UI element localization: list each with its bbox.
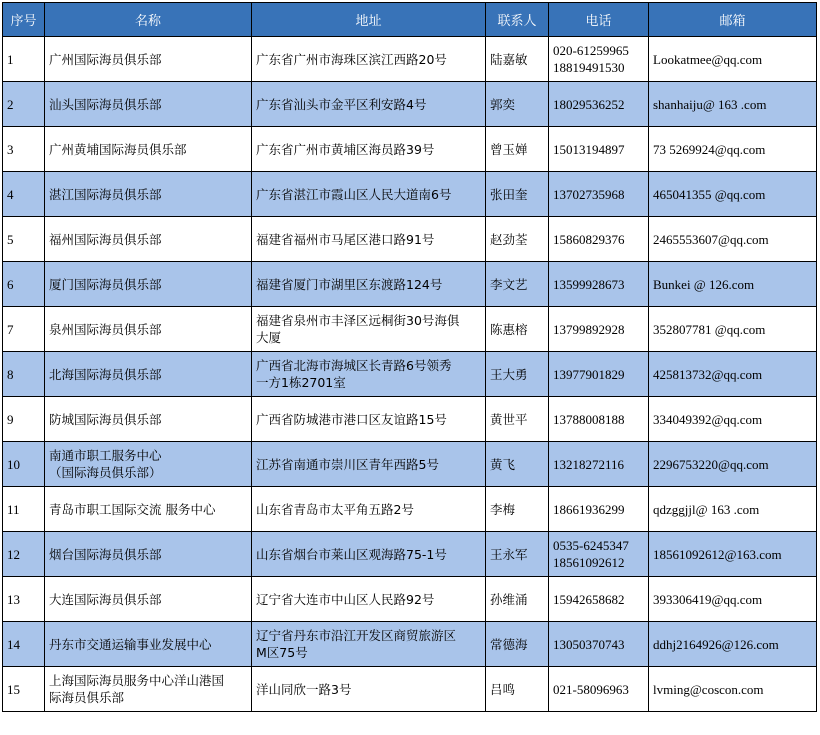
table-row bbox=[3, 172, 817, 217]
cell-no: 2 bbox=[3, 82, 45, 127]
table-row bbox=[3, 82, 817, 127]
table-row bbox=[3, 352, 817, 397]
cell-name bbox=[45, 442, 252, 487]
header-email: 邮箱 bbox=[649, 3, 817, 37]
header-row bbox=[3, 3, 817, 37]
cell-phone-line: 13218272116 bbox=[553, 456, 625, 472]
cell-address bbox=[252, 397, 486, 442]
cell-name-line: 大连国际海员俱乐部 bbox=[49, 591, 162, 607]
cell-name-line: 汕头国际海员俱乐部 bbox=[49, 96, 162, 112]
cell-address-line: 广西省北海市海城区长青路6号领秀 bbox=[256, 358, 452, 373]
cell-phone bbox=[549, 172, 649, 217]
cell-name bbox=[45, 172, 252, 217]
cell-name-line: 丹东市交通运输事业发展中心 bbox=[49, 636, 212, 652]
cell-phone-line: 18819491530 bbox=[553, 60, 625, 75]
cell-no: 9 bbox=[3, 397, 45, 442]
cell-name bbox=[45, 127, 252, 172]
cell-contact: 王大勇 bbox=[486, 352, 549, 397]
cell-phone bbox=[549, 487, 649, 532]
cell-contact: 郭奕 bbox=[486, 82, 549, 127]
cell-name-line: 烟台国际海员俱乐部 bbox=[49, 546, 162, 562]
cell-address-line: 广西省防城港市港口区友谊路15号 bbox=[256, 411, 447, 427]
cell-no: 8 bbox=[3, 352, 45, 397]
cell-email: 425813732@qq.com bbox=[649, 352, 817, 397]
cell-name-line: 南通市职工服务中心 bbox=[49, 448, 162, 463]
cell-address-line: 江苏省南通市崇川区青年西路5号 bbox=[256, 456, 439, 472]
cell-name-line: 泉州国际海员俱乐部 bbox=[49, 321, 162, 337]
table-row bbox=[3, 442, 817, 487]
cell-email: 352807781 @qq.com bbox=[649, 307, 817, 352]
cell-name-line: 青岛市职工国际交流 服务中心 bbox=[49, 501, 216, 517]
cell-phone bbox=[549, 397, 649, 442]
cell-address bbox=[252, 577, 486, 622]
cell-no: 4 bbox=[3, 172, 45, 217]
cell-email: 393306419@qq.com bbox=[649, 577, 817, 622]
cell-phone-line: 13050370743 bbox=[553, 636, 625, 652]
cell-email: 2465553607@qq.com bbox=[649, 217, 817, 262]
cell-name-line: 上海国际海员服务中心洋山港国 bbox=[49, 673, 225, 688]
cell-name-line: 际海员俱乐部 bbox=[49, 690, 125, 705]
cell-name bbox=[45, 577, 252, 622]
cell-phone-line: 13799892928 bbox=[553, 321, 625, 337]
table-row bbox=[3, 622, 817, 667]
cell-phone bbox=[549, 667, 649, 712]
cell-no: 15 bbox=[3, 667, 45, 712]
cell-email: ddhj2164926@126.com bbox=[649, 622, 817, 667]
cell-email: lvming@coscon.com bbox=[649, 667, 817, 712]
cell-name bbox=[45, 217, 252, 262]
cell-phone bbox=[549, 82, 649, 127]
cell-contact: 李文艺 bbox=[486, 262, 549, 307]
cell-email: 2296753220@qq.com bbox=[649, 442, 817, 487]
cell-no: 6 bbox=[3, 262, 45, 307]
cell-no: 12 bbox=[3, 532, 45, 577]
cell-phone bbox=[549, 127, 649, 172]
cell-contact: 李梅 bbox=[486, 487, 549, 532]
table-row bbox=[3, 217, 817, 262]
cell-address bbox=[252, 307, 486, 352]
cell-email: qdzggjjl@ 163 .com bbox=[649, 487, 817, 532]
cell-contact: 常德海 bbox=[486, 622, 549, 667]
cell-phone bbox=[549, 532, 649, 577]
cell-contact: 赵劲荃 bbox=[486, 217, 549, 262]
cell-name-line: 广州国际海员俱乐部 bbox=[49, 51, 162, 67]
cell-address bbox=[252, 622, 486, 667]
table-row bbox=[3, 532, 817, 577]
cell-phone-line: 15942658682 bbox=[553, 591, 625, 607]
cell-address-line: 福建省泉州市丰泽区远桐街30号海俱 bbox=[256, 313, 460, 328]
cell-phone bbox=[549, 217, 649, 262]
cell-address bbox=[252, 667, 486, 712]
cell-phone bbox=[549, 442, 649, 487]
cell-email: 465041355 @qq.com bbox=[649, 172, 817, 217]
cell-address-line: 广东省湛江市霞山区人民大道南6号 bbox=[256, 186, 452, 202]
cell-phone-line: 15860829376 bbox=[553, 231, 625, 247]
cell-address bbox=[252, 82, 486, 127]
cell-name bbox=[45, 82, 252, 127]
cell-phone-line: 15013194897 bbox=[553, 141, 625, 157]
cell-contact: 陈惠榕 bbox=[486, 307, 549, 352]
cell-phone-line: 18661936299 bbox=[553, 501, 625, 517]
cell-no: 13 bbox=[3, 577, 45, 622]
table-row bbox=[3, 307, 817, 352]
cell-no: 14 bbox=[3, 622, 45, 667]
cell-contact: 陆嘉敏 bbox=[486, 37, 549, 82]
cell-phone-line: 13788008188 bbox=[553, 411, 625, 427]
cell-name-line: 厦门国际海员俱乐部 bbox=[49, 276, 162, 292]
cell-phone-line: 021-58096963 bbox=[553, 681, 629, 697]
cell-name bbox=[45, 37, 252, 82]
cell-address bbox=[252, 127, 486, 172]
table-row bbox=[3, 487, 817, 532]
cell-address bbox=[252, 172, 486, 217]
cell-name-line: 广州黄埔国际海员俱乐部 bbox=[49, 141, 187, 157]
table-row bbox=[3, 577, 817, 622]
cell-name-line: 北海国际海员俱乐部 bbox=[49, 366, 162, 382]
table-row bbox=[3, 262, 817, 307]
seafarer-club-table bbox=[2, 2, 817, 712]
cell-no: 1 bbox=[3, 37, 45, 82]
cell-phone bbox=[549, 622, 649, 667]
header-name: 名称 bbox=[45, 3, 252, 37]
cell-phone-line: 18561092612 bbox=[553, 555, 625, 570]
table-row bbox=[3, 667, 817, 712]
cell-address-line: 广东省广州市黄埔区海员路39号 bbox=[256, 141, 435, 157]
cell-address bbox=[252, 217, 486, 262]
cell-address bbox=[252, 262, 486, 307]
cell-name bbox=[45, 667, 252, 712]
cell-address-line: 山东省烟台市莱山区观海路75-1号 bbox=[256, 546, 447, 562]
cell-phone-line: 13702735968 bbox=[553, 186, 625, 202]
cell-phone bbox=[549, 577, 649, 622]
contact-table-sheet bbox=[2, 2, 817, 712]
cell-address-line: 洋山同欣一路3号 bbox=[256, 681, 352, 697]
cell-email: 18561092612@163.com bbox=[649, 532, 817, 577]
cell-name-line: 防城国际海员俱乐部 bbox=[49, 411, 162, 427]
table-row bbox=[3, 127, 817, 172]
cell-contact: 吕鸣 bbox=[486, 667, 549, 712]
cell-address-line: 辽宁省丹东市沿江开发区商贸旅游区 bbox=[256, 628, 457, 643]
cell-no: 11 bbox=[3, 487, 45, 532]
cell-email: Bunkei @ 126.com bbox=[649, 262, 817, 307]
cell-name bbox=[45, 307, 252, 352]
header-no: 序号 bbox=[3, 3, 45, 37]
cell-contact: 张田奎 bbox=[486, 172, 549, 217]
cell-name bbox=[45, 397, 252, 442]
cell-name bbox=[45, 352, 252, 397]
cell-address-line: 辽宁省大连市中山区人民路92号 bbox=[256, 591, 435, 607]
cell-name-line: 湛江国际海员俱乐部 bbox=[49, 186, 162, 202]
cell-phone-line: 0535-6245347 bbox=[553, 538, 629, 553]
cell-address bbox=[252, 532, 486, 577]
header-phone: 电话 bbox=[549, 3, 649, 37]
cell-name bbox=[45, 262, 252, 307]
cell-contact: 黄世平 bbox=[486, 397, 549, 442]
cell-address bbox=[252, 37, 486, 82]
header-address: 地址 bbox=[252, 3, 486, 37]
cell-phone-line: 18029536252 bbox=[553, 96, 625, 112]
cell-no: 3 bbox=[3, 127, 45, 172]
cell-address-line: 广东省汕头市金平区利安路4号 bbox=[256, 96, 427, 112]
cell-email: 73 5269924@qq.com bbox=[649, 127, 817, 172]
cell-address bbox=[252, 487, 486, 532]
cell-phone-line: 13977901829 bbox=[553, 366, 625, 382]
table-row bbox=[3, 397, 817, 442]
header-contact: 联系人 bbox=[486, 3, 549, 37]
cell-name-line: （国际海员俱乐部） bbox=[49, 465, 162, 480]
cell-email: Lookatmee@qq.com bbox=[649, 37, 817, 82]
cell-phone bbox=[549, 307, 649, 352]
cell-phone-line: 020-61259965 bbox=[553, 43, 629, 58]
cell-address-line: M区75号 bbox=[256, 645, 308, 660]
cell-name bbox=[45, 487, 252, 532]
cell-email: 334049392@qq.com bbox=[649, 397, 817, 442]
cell-address-line: 福建省福州市马尾区港口路91号 bbox=[256, 231, 435, 247]
cell-name-line: 福州国际海员俱乐部 bbox=[49, 231, 162, 247]
cell-address bbox=[252, 352, 486, 397]
cell-name bbox=[45, 622, 252, 667]
cell-phone-line: 13599928673 bbox=[553, 276, 625, 292]
cell-contact: 曾玉婵 bbox=[486, 127, 549, 172]
cell-address-line: 山东省青岛市太平角五路2号 bbox=[256, 501, 414, 517]
cell-phone bbox=[549, 37, 649, 82]
cell-contact: 黄飞 bbox=[486, 442, 549, 487]
cell-email: shanhaiju@ 163 .com bbox=[649, 82, 817, 127]
cell-phone bbox=[549, 262, 649, 307]
cell-address-line: 广东省广州市海珠区滨江西路20号 bbox=[256, 51, 447, 67]
cell-contact: 王永军 bbox=[486, 532, 549, 577]
cell-address-line: 一方1栋2701室 bbox=[256, 375, 346, 390]
cell-address bbox=[252, 442, 486, 487]
cell-address-line: 大厦 bbox=[256, 330, 282, 345]
cell-phone bbox=[549, 352, 649, 397]
cell-no: 10 bbox=[3, 442, 45, 487]
table-row bbox=[3, 37, 817, 82]
cell-name bbox=[45, 532, 252, 577]
cell-no: 5 bbox=[3, 217, 45, 262]
cell-contact: 孙维涌 bbox=[486, 577, 549, 622]
cell-no: 7 bbox=[3, 307, 45, 352]
cell-address-line: 福建省厦门市湖里区东渡路124号 bbox=[256, 276, 443, 292]
